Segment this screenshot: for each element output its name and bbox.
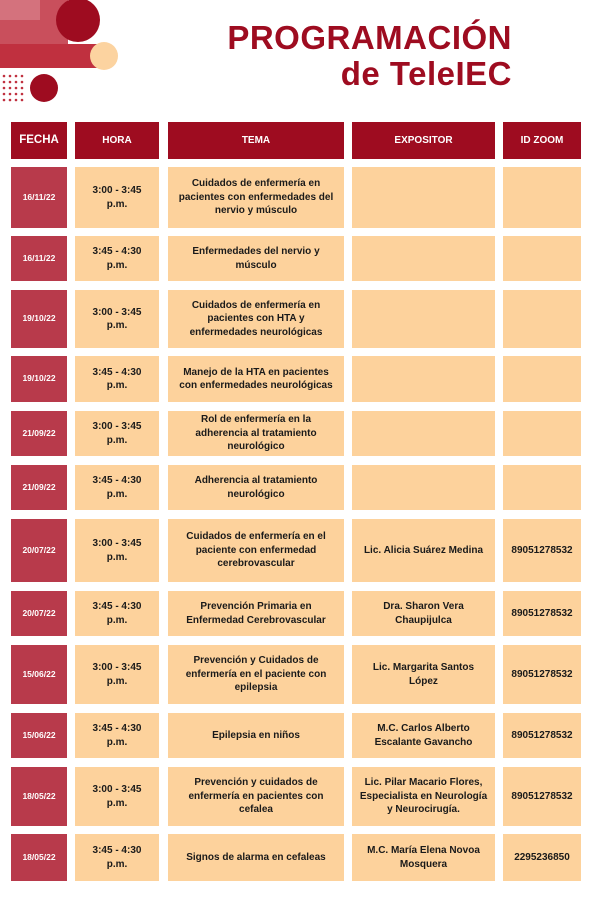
title-line-2: de TeleIEC <box>340 55 512 92</box>
header-hora: HORA <box>75 122 159 159</box>
zoom-id-cell <box>503 167 581 228</box>
date-cell: 16/11/22 <box>11 167 67 228</box>
speaker-cell: Dra. Sharon Vera Chaupijulca <box>352 591 495 636</box>
speaker-cell <box>352 411 495 456</box>
date-cell: 21/09/22 <box>11 411 67 456</box>
zoom-id-cell: 2295236850 <box>503 834 581 881</box>
speaker-cell <box>352 236 495 281</box>
topic-cell: Enfermedades del nervio y músculo <box>168 236 344 281</box>
zoom-id-cell: 89051278532 <box>503 519 581 582</box>
topic-cell: Epilepsia en niños <box>168 713 344 758</box>
topic-cell: Prevención Primaria en Enfermedad Cerebrovascular <box>168 591 344 636</box>
date-cell: 18/05/22 <box>11 834 67 881</box>
time-cell: 3:45 - 4:30 p.m. <box>75 465 159 510</box>
zoom-id-cell: 89051278532 <box>503 591 581 636</box>
zoom-id-cell <box>503 411 581 456</box>
header-tema: TEMA <box>168 122 344 159</box>
date-cell: 21/09/22 <box>11 465 67 510</box>
speaker-cell: Lic. Alicia Suárez Medina <box>352 519 495 582</box>
zoom-id-cell <box>503 290 581 348</box>
header-expositor: EXPOSITOR <box>352 122 495 159</box>
time-cell: 3:00 - 3:45 p.m. <box>75 290 159 348</box>
speaker-cell <box>352 290 495 348</box>
time-cell: 3:45 - 4:30 p.m. <box>75 236 159 281</box>
speaker-cell: M.C. María Elena Novoa Mosquera <box>352 834 495 881</box>
topic-cell: Rol de enfermería en la adherencia al tratamiento neurológico <box>168 411 344 456</box>
time-cell: 3:45 - 4:30 p.m. <box>75 356 159 402</box>
header-id-zoom: ID ZOOM <box>503 122 581 159</box>
zoom-id-cell: 89051278532 <box>503 713 581 758</box>
date-cell: 20/07/22 <box>11 519 67 582</box>
time-cell: 3:00 - 3:45 p.m. <box>75 519 159 582</box>
time-cell: 3:00 - 3:45 p.m. <box>75 411 159 456</box>
speaker-cell <box>352 167 495 228</box>
zoom-id-cell: 89051278532 <box>503 645 581 704</box>
time-cell: 3:00 - 3:45 p.m. <box>75 767 159 826</box>
date-cell: 19/10/22 <box>11 356 67 402</box>
date-cell: 15/06/22 <box>11 645 67 704</box>
date-cell: 16/11/22 <box>11 236 67 281</box>
date-cell: 18/05/22 <box>11 767 67 826</box>
header-fecha: FECHA <box>11 122 67 159</box>
topic-cell: Adherencia al tratamiento neurológico <box>168 465 344 510</box>
topic-cell: Prevención y Cuidados de enfermería en el paciente con epilepsia <box>168 645 344 704</box>
topic-cell: Signos de alarma en cefaleas <box>168 834 344 881</box>
date-cell: 19/10/22 <box>11 290 67 348</box>
topic-cell: Prevención y cuidados de enfermería en pacientes con cefalea <box>168 767 344 826</box>
speaker-cell: M.C. Carlos Alberto Escalante Gavancho <box>352 713 495 758</box>
zoom-id-cell: 89051278532 <box>503 767 581 826</box>
date-cell: 15/06/22 <box>11 713 67 758</box>
time-cell: 3:45 - 4:30 p.m. <box>75 591 159 636</box>
time-cell: 3:45 - 4:30 p.m. <box>75 713 159 758</box>
topic-cell: Manejo de la HTA en pacientes con enfermedades neurológicas <box>168 356 344 402</box>
speaker-cell: Lic. Pilar Macario Flores, Especialista en Neurología y Neurocirugía. <box>352 767 495 826</box>
topic-cell: Cuidados de enfermería en pacientes con enfermedades del nervio y músculo <box>168 167 344 228</box>
speaker-cell: Lic. Margarita Santos López <box>352 645 495 704</box>
topic-cell: Cuidados de enfermería en el paciente con enfermedad cerebrovascular <box>168 519 344 582</box>
time-cell: 3:00 - 3:45 p.m. <box>75 645 159 704</box>
zoom-id-cell <box>503 465 581 510</box>
topic-cell: Cuidados de enfermería en pacientes con HTA y enfermedades neurológicas <box>168 290 344 348</box>
speaker-cell <box>352 465 495 510</box>
title-line-1: PROGRAMACIÓN <box>227 19 512 56</box>
zoom-id-cell <box>503 356 581 402</box>
speaker-cell <box>352 356 495 402</box>
time-cell: 3:45 - 4:30 p.m. <box>75 834 159 881</box>
zoom-id-cell <box>503 236 581 281</box>
time-cell: 3:00 - 3:45 p.m. <box>75 167 159 228</box>
date-cell: 20/07/22 <box>11 591 67 636</box>
